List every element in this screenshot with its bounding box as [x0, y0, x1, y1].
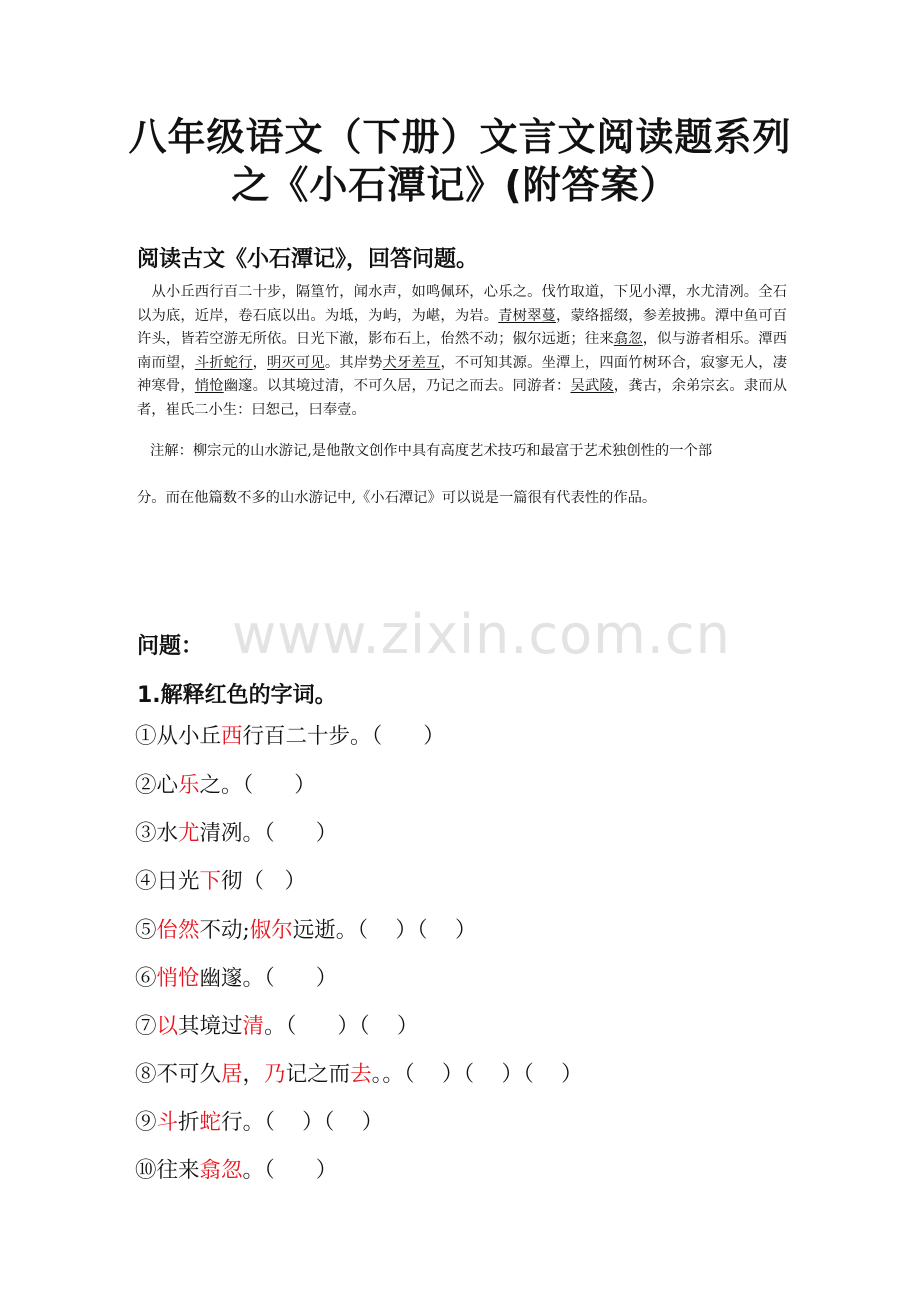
underlined-phrase: 青树翠蔓 — [498, 307, 556, 324]
underlined-phrase: 明灭可见 — [267, 354, 325, 371]
vocab-item — [135, 920, 476, 942]
highlighted-word: 悄怆 — [156, 966, 200, 991]
annotation-line-1: 注解：柳宗元的山水游记,是他散文创作中具有高度艺术技巧和最富于艺术独创性的一个部 — [150, 443, 713, 459]
item-text: ， — [242, 1062, 265, 1087]
vocab-item — [135, 775, 316, 797]
vocab-item — [135, 1112, 383, 1134]
highlighted-word: 斗 — [156, 1110, 179, 1135]
vocab-item — [135, 871, 306, 893]
underlined-phrase: 犬牙差互 — [382, 354, 441, 371]
questions-heading: 问题： — [137, 634, 204, 659]
passage-text: ，不可知其源。坐潭上，四面竹树环合，寂寥无人，凄神寒骨， — [137, 354, 788, 395]
item-text: 行百二十步。（ ） — [242, 724, 445, 749]
highlighted-word: 佁然 — [156, 918, 200, 943]
highlighted-word: 乃 — [264, 1062, 286, 1087]
highlighted-word: 去 — [350, 1062, 372, 1087]
classical-text-passage — [137, 281, 787, 423]
vocab-item — [135, 1160, 337, 1182]
vocab-item — [135, 968, 337, 990]
passage-text: 。其岸势 — [324, 354, 383, 371]
passage-text: ，蒙络摇缀，参差披拂。潭中鱼可百许头，皆若空游无所依。日光下澈，影布石上，佁然不动；俶尔远逝；往来 — [137, 307, 788, 348]
item-text: ⑨ — [135, 1110, 157, 1135]
highlighted-word: 尤 — [178, 821, 200, 846]
underlined-phrase: 斗折蛇行 — [194, 354, 253, 371]
item-text: 幽邃。（ ） — [199, 966, 338, 991]
item-text: 。（ ） — [242, 1158, 338, 1183]
vocab-item — [135, 823, 337, 845]
highlighted-word: 翕忽 — [199, 1158, 243, 1183]
passage-text: ，似与游者相乐。潭西南而望， — [137, 331, 788, 371]
passage-text: ，龚古，余弟宗玄。隶而从者，崔氏二小生：曰恕己，曰奉壹。 — [137, 378, 788, 418]
vocab-item — [135, 1016, 418, 1038]
item-text: 记之而 — [285, 1062, 351, 1087]
item-text: 远逝。（ ）（ ） — [292, 918, 477, 943]
title-line-1: 八年级语文（下册）文言文阅读题系列 — [128, 115, 792, 159]
underlined-phrase: 翕忽 — [613, 331, 643, 348]
passage-text: 从小丘西行百二十步，隔篁竹，闻水声，如鸣佩环，心乐之。伐竹取道，下见小潭，水尤清冽。全石以为底，近岸，卷石底以出。为坻，为屿，为嵁，为岩。 — [137, 284, 788, 324]
item-text: ④日光 — [135, 869, 200, 894]
item-text: 不动; — [199, 918, 250, 943]
annotation-line-2: 分。而在他篇数不多的山水游记中,《小石潭记》可以说是一篇很有代表性的作品。 — [137, 490, 657, 506]
item-text: ⑦ — [135, 1014, 157, 1039]
item-text: 清冽。（ ） — [199, 821, 338, 846]
item-text: ⑧不可久 — [135, 1062, 222, 1087]
vocab-item — [135, 1064, 583, 1086]
item-text: ⑥ — [135, 966, 157, 991]
item-text: ⑩往来 — [135, 1158, 200, 1183]
question-1-heading: 1.解释红色的字词。 — [137, 683, 337, 708]
underlined-phrase: 悄怆 — [194, 378, 224, 395]
watermark: www.zixin.com.cn — [232, 603, 731, 666]
item-text: 。。（ ）（ ）（ ） — [371, 1062, 583, 1087]
item-text: 折 — [178, 1110, 200, 1135]
item-text: 彻（ ） — [221, 869, 307, 894]
highlighted-word: 西 — [221, 724, 243, 749]
passage-text: 幽邃。以其境过清，不可久居，乃记之而去。同游者： — [223, 378, 571, 395]
highlighted-word: 居 — [221, 1062, 243, 1087]
item-text: 其境过 — [178, 1014, 243, 1039]
item-text: ③水 — [135, 821, 179, 846]
title-line-2: 之《小石潭记》(附答案） — [231, 163, 679, 207]
highlighted-word: 下 — [199, 869, 222, 894]
item-text: ①从小丘 — [135, 724, 222, 749]
item-text: ⑤ — [135, 918, 157, 943]
highlighted-word: 乐 — [178, 773, 200, 798]
underlined-phrase: 吴武陵 — [570, 378, 614, 395]
highlighted-word: 俶尔 — [249, 918, 293, 943]
reading-instruction: 阅读古文《小石潭记》，回答问题。 — [137, 247, 479, 272]
highlighted-word: 清 — [242, 1014, 265, 1039]
item-text: 。（ ）（ ） — [264, 1014, 419, 1039]
passage-text: ， — [252, 354, 268, 371]
highlighted-word: 蛇 — [199, 1110, 222, 1135]
vocab-item — [135, 726, 445, 748]
item-text: ②心 — [135, 773, 179, 798]
item-text: 之。（ ） — [199, 773, 316, 798]
highlighted-word: 以 — [156, 1014, 179, 1039]
item-text: 行。（ ）（ ） — [221, 1110, 384, 1135]
